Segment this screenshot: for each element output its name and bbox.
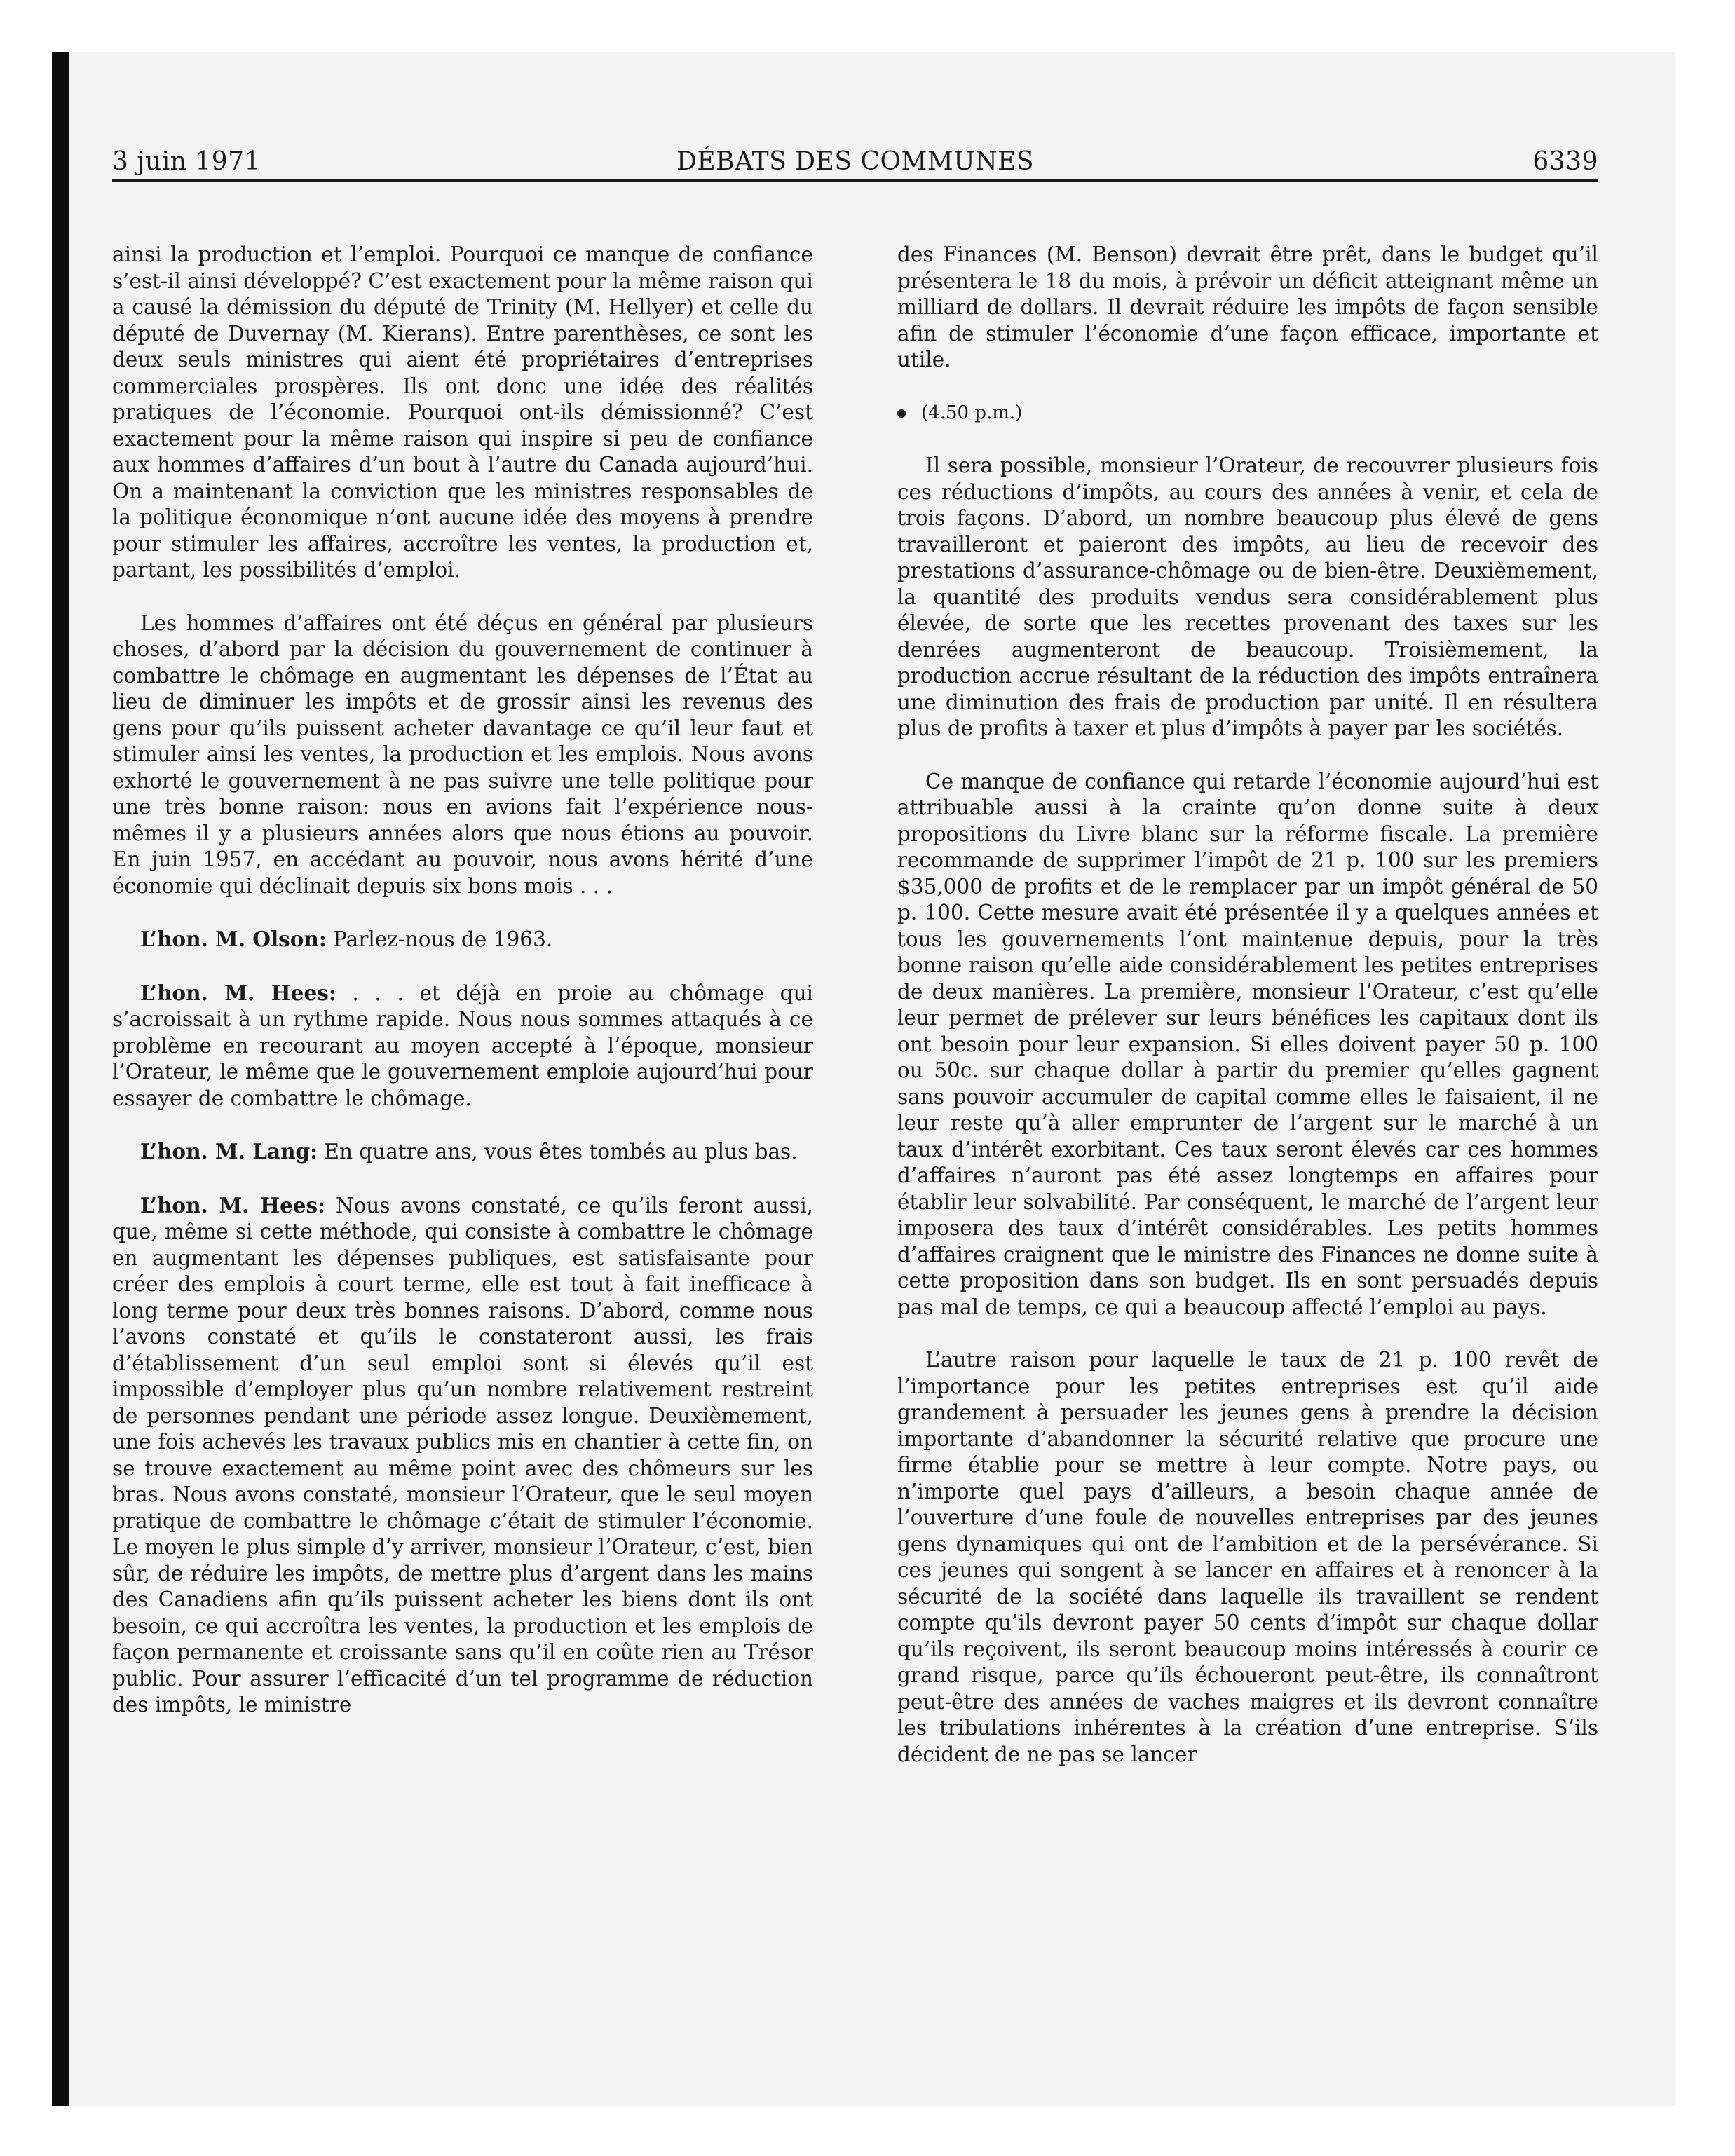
speech-text: Nous avons constaté, ce qu’ils feront aussi, que, même si cette méthode, qui consiste à combattre le chômage en augmentant les dépenses publiques, est satisfaisante pour créer des emplois à court terme, elle est tout à fait inefficace à long terme pour deux très bonnes raisons. D’abord, comme nous l’avons constaté et qu’ils le constateront aussi, les frais d’établissement d’un seul emploi sont si élevés qu’il est impossible d’employer plus qu’un nombre relativement restreint de personnes pendant une période assez longue. Deuxièmement, une fois achevés les travaux publics mis en chantier à cette fin, on se trouve exactement au même point avec des chômeurs sur les bras. Nous avons constaté, monsieur l’Orateur, que le seul moyen pratique de combattre le chômage c’était de stimuler l’économie. Le moyen le plus simple d’y arriver, monsieur l’Orateur, c’est, bien sûr, de réduire les impôts, de mettre plus d’argent dans les mains des Canadiens afin qu’ils puissent acheter les biens dont ils ont besoin, ce qui accroîtra les ventes, la production et les emplois de façon permanente et croissante sans qu’il en coûte rien au Trésor public. Pour assurer l’efficacité d’un tel programme de réduction des impôts, le ministre: [112, 1193, 814, 1717]
speech-hees: [112, 980, 813, 1112]
speech-text: . . . et déjà en proie au chômage qui s’acroissait à un rythme rapide. Nous nous sommes attaqués à ce problème en recourant au moyen accepté à l’époque, monsieur l’Orateur, le même que le gouvernement emploie aujourd’hui pour essayer de combattre le chômage.: [112, 981, 813, 1110]
speaker-name: L’hon. M. Lang:: [140, 1139, 318, 1164]
paragraph: Ce manque de confiance qui retarde l’économie aujourd’hui est attribuable aussi à la crainte qu’on donne suite à deux propositions du Livre blanc sur la réforme fiscale. La première recommande de supprimer l’impôt de 21 p. 100 sur les premiers $35,000 de profits et de le remplacer par un impôt général de 50 p. 100. Cette mesure avait été présentée il y a quelques années et tous les gouvernements l’ont maintenue depuis, pour la très bonne raison qu’elle aide considérablement les petites entreprises de deux manières. La première, monsieur l’Orateur, c’est qu’elle leur permet de prélever sur leurs bénéfices les capitaux dont ils ont besoin pour leur expansion. Si elles doivent payer 50 p. 100 ou 50c. sur chaque dollar à partir du premier qu’elles gagnent sans pouvoir accumuler de capital comme elles le faisaient, il ne leur reste qu’à aller emprunter de l’argent sur le marché à un taux d’intérêt exorbitant. Ces taux seront élevés car ces hommes d’affaires n’auront pas été assez longtemps en affaires pour établir leur solvabilité. Par conséquent, le marché de l’argent leur imposera des taux d’intérêt considérables. Les petits hommes d’affaires craignent que le ministre des Finances ne donne suite à cette proposition dans son budget. Ils en sont persuadés depuis pas mal de temps, ce qui a beaucoup affecté l’emploi au pays.: [897, 769, 1598, 1319]
paragraph: Il sera possible, monsieur l’Orateur, de recouvrer plusieurs fois ces réductions d’impôts, au cours des années à venir, et cela de trois façons. D’abord, un nombre beaucoup plus élevé de gens travailleront et paieront des impôts, au lieu de recevoir des prestations d’assurance-chômage ou de bien-être. Deuxièmement, la quantité des produits vendus sera considérablement plus élevée, de sorte que les recettes provenant des taxes sur les denrées augmenteront de beaucoup. Troisièmement, la production accrue résultant de la réduction des impôts entraînera une diminution des frais de production par unité. Il en résultera plus de profits à taxer et plus d’impôts à payer par les sociétés.: [897, 453, 1598, 740]
header-date: 3 juin 1971: [112, 147, 261, 176]
speech-text: Parlez-nous de 1963.: [326, 927, 553, 951]
scan-border: [0, 0, 55, 2156]
header-title: DÉBATS DES COMMUNES: [676, 147, 1035, 176]
speaker-name: L’hon. M. Hees:: [140, 980, 336, 1005]
header-rule: [112, 179, 1598, 182]
paragraph: Les hommes d’affaires ont été déçus en général par plusieurs choses, d’abord par la décision du gouvernement de continuer à combattre le chômage en augmentant les dépenses de l’État au lieu de diminuer les impôts et de grossir ainsi les revenus des gens pour qu’ils puissent acheter davantage ce qu’il leur faut et stimuler ainsi les ventes, la production et les emplois. Nous avons exhorté le gouvernement à ne pas suivre une telle politique pour une très bonne raison: nous en avions fait l’expérience nous-mêmes il y a plusieurs années alors que nous étions au pouvoir. En juin 1957, en accédant au pouvoir, nous avons hérité d’une économie qui déclinait depuis six bons mois . . .: [112, 610, 813, 898]
paragraph: ainsi la production et l’emploi. Pourquoi ce manque de confiance s’est-il ainsi développé? C’est exactement pour la même raison qui a causé la démission du député de Trinity (M. Hellyer) et celle du député de Duvernay (M. Kierans). Entre parenthèses, ce sont les deux seuls ministres qui aient été propriétaires d’entreprises commerciales prospères. Ils ont donc une idée des réalités pratiques de l’économie. Pourquoi ont-ils démissionné? C’est exactement pour la même raison qui inspire si peu de confiance aux hommes d’affaires d’un bout à l’autre du Canada aujourd’hui. On a maintenant la conviction que les ministres responsables de la politique économique n’ont aucune idée des moyens à prendre pour stimuler les affaires, accroître les ventes, la production et, partant, les possibilités d’emploi.: [112, 243, 813, 582]
paragraph: des Finances (M. Benson) devrait être prêt, dans le budget qu’il présentera le 18 du mois, à prévoir un déficit atteignant même un milliard de dollars. Il devrait réduire les impôts de façon sensible afin de stimuler l’économie d’une façon efficace, importante et utile.: [897, 243, 1598, 371]
time-marker: [897, 400, 1598, 427]
paragraph: L’autre raison pour laquelle le taux de 21 p. 100 revêt de l’importance pour les petites entreprises est qu’il aide grandement à persuader les jeunes gens à prendre la décision importante d’abandonner la sécurité relative que procure une firme établie pour se mettre à leur compte. Notre pays, ou n’importe quel pays d’ailleurs, a besoin chaque année de l’ouverture d’une foule de nouvelles entreprises par des jeunes gens dynamiques qui ont de l’ambition et de la persévérance. Si ces jeunes qui songent à se lancer en affaires et à renoncer à la sécurité de la société dans laquelle ils travaillent se rendent compte qu’ils devront payer 50 cents d’impôt sur chaque dollar qu’ils reçoivent, ils seront beaucoup moins intéressés à courir ce grand risque, parce qu’ils échoueront peut-être, ils connaîtront peut-être des années de vaches maigres et ils devront connaître les tribulations inhérentes à la création d’une entreprise. S’ils décident de ne pas se lancer: [897, 1348, 1598, 1766]
left-column: [112, 242, 813, 1719]
right-column: [897, 242, 1598, 1768]
speech-lang: [112, 1138, 813, 1166]
speech-olson: [112, 926, 813, 953]
running-head: [112, 147, 1598, 189]
speech-hees: [112, 1192, 813, 1719]
speech-text: En quatre ans, vous êtes tombés au plus bas.: [318, 1140, 798, 1164]
speaker-name: L’hon. M. Olson:: [140, 927, 327, 951]
speaker-name: L’hon. M. Hees:: [140, 1192, 325, 1217]
time-marker-text: (4.50 p.m.): [921, 402, 1023, 423]
bullet-icon: [897, 409, 906, 418]
header-page-number: 6339: [1532, 147, 1598, 176]
